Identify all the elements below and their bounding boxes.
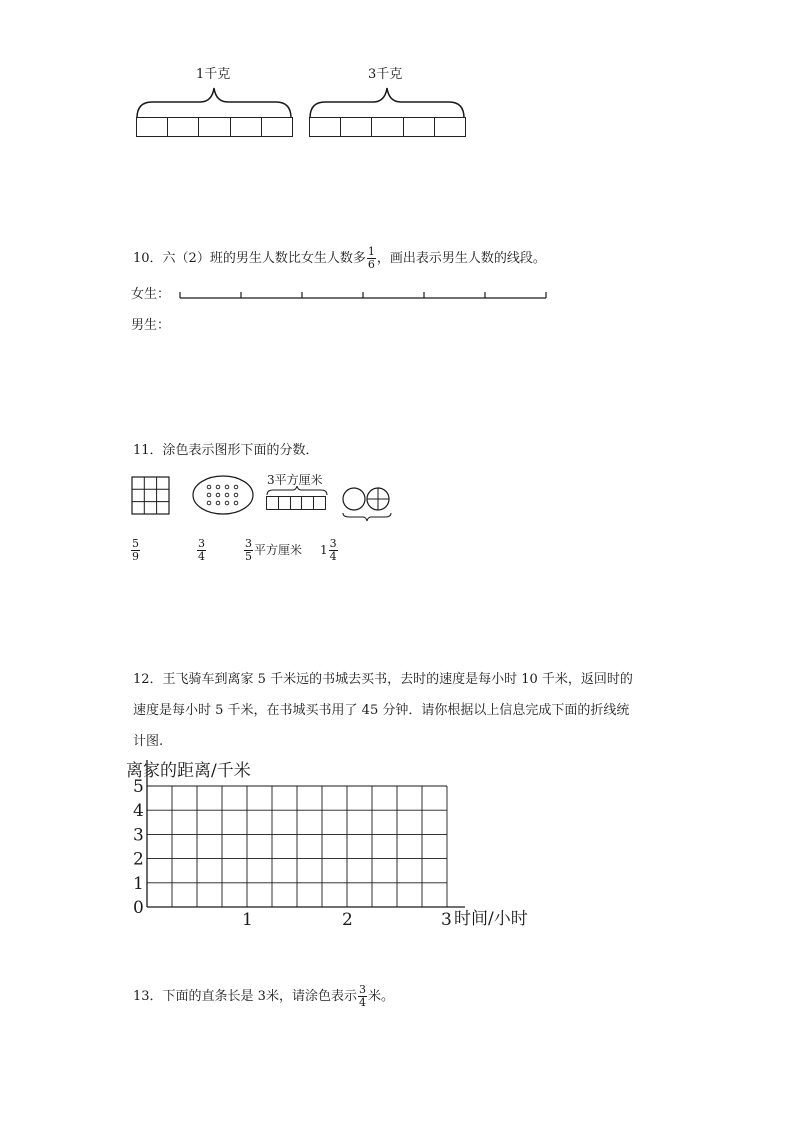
question-13 [133,984,394,1009]
q13-prefix: 13．下面的直条长是 3米，请涂色表示 [133,989,357,1004]
y-tick-label: 1 [133,873,144,894]
left-brace-label: 1千克 [196,67,231,82]
question-12-line-3: 计图. [133,734,164,749]
answer-1-num: 5 [132,537,139,550]
q10-prefix: 10．六（2）班的男生人数比女生人数多 [133,251,366,266]
answer-3-den: 5 [245,550,252,563]
left-brace [137,88,291,118]
y-tick-label: 0 [133,898,144,918]
answer-4-whole: 1 [320,543,328,557]
rect-brace [265,486,329,496]
q10-fraction [367,246,376,271]
x-tick-label: 1 [242,910,253,930]
right-brace-label: 3千克 [368,67,403,82]
question-10 [133,246,546,271]
answer-fraction-2 [196,538,207,563]
question-12-line-2: 速度是每小时 5 千米，在书城买书用了 45 分钟．请你根据以上信息完成下面的折线统 [133,703,630,718]
answer-2-num: 3 [198,537,205,550]
q13-fraction [358,984,367,1009]
question-11: 11．涂色表示图形下面的分数． [133,443,319,458]
y-tick-label: 4 [133,801,144,822]
circles-brace [341,512,393,522]
chart-xlabel: 时间/小时 [454,909,528,929]
grid-shape[interactable] [131,476,171,516]
rect-bar-shape[interactable] [266,496,326,510]
answer-1-den: 9 [132,550,139,563]
y-tick-label: 5 [133,777,144,797]
girls-segment [178,290,550,302]
q10-frac-den: 6 [367,258,375,271]
answer-3-unit: 平方厘米 [254,543,303,557]
y-tick-label: 2 [133,849,144,870]
x-tick-label: 3 [441,910,452,930]
q10-frac-num: 1 [367,245,375,258]
rect-label: 3平方厘米 [267,473,323,487]
q13-suffix: 米。 [367,989,394,1004]
chart-ylabel: 离家的距离/千米 [126,761,251,781]
right-brace [310,88,464,118]
top-diagram [130,62,475,144]
q10-suffix: ，画出表示男生人数的线段。 [376,251,546,266]
answer-3-num: 3 [245,537,252,550]
answer-4-den: 4 [329,550,337,563]
q13-frac-num: 3 [358,983,366,996]
right-cell-bar [309,117,466,137]
answer-fraction-4 [320,538,339,563]
answer-fraction-1 [130,538,141,563]
braces [130,80,475,120]
boys-label: 男生： [131,318,171,333]
question-12-line-1: 12．王飞骑车到离家 5 千米远的书城去买书，去时的速度是每小时 10 千米，返回时的 [133,672,633,687]
answer-2-den: 4 [198,550,205,563]
left-cell-bar [136,117,293,137]
answer-fraction-3 [243,538,302,563]
answer-4-num: 3 [329,537,337,550]
y-tick-label: 3 [133,825,144,846]
line-chart [120,752,560,932]
ellipse-dots-shape[interactable] [191,474,255,516]
x-tick-label: 2 [342,910,353,930]
q13-frac-den: 4 [358,996,366,1009]
girls-label: 女生： [131,287,171,302]
